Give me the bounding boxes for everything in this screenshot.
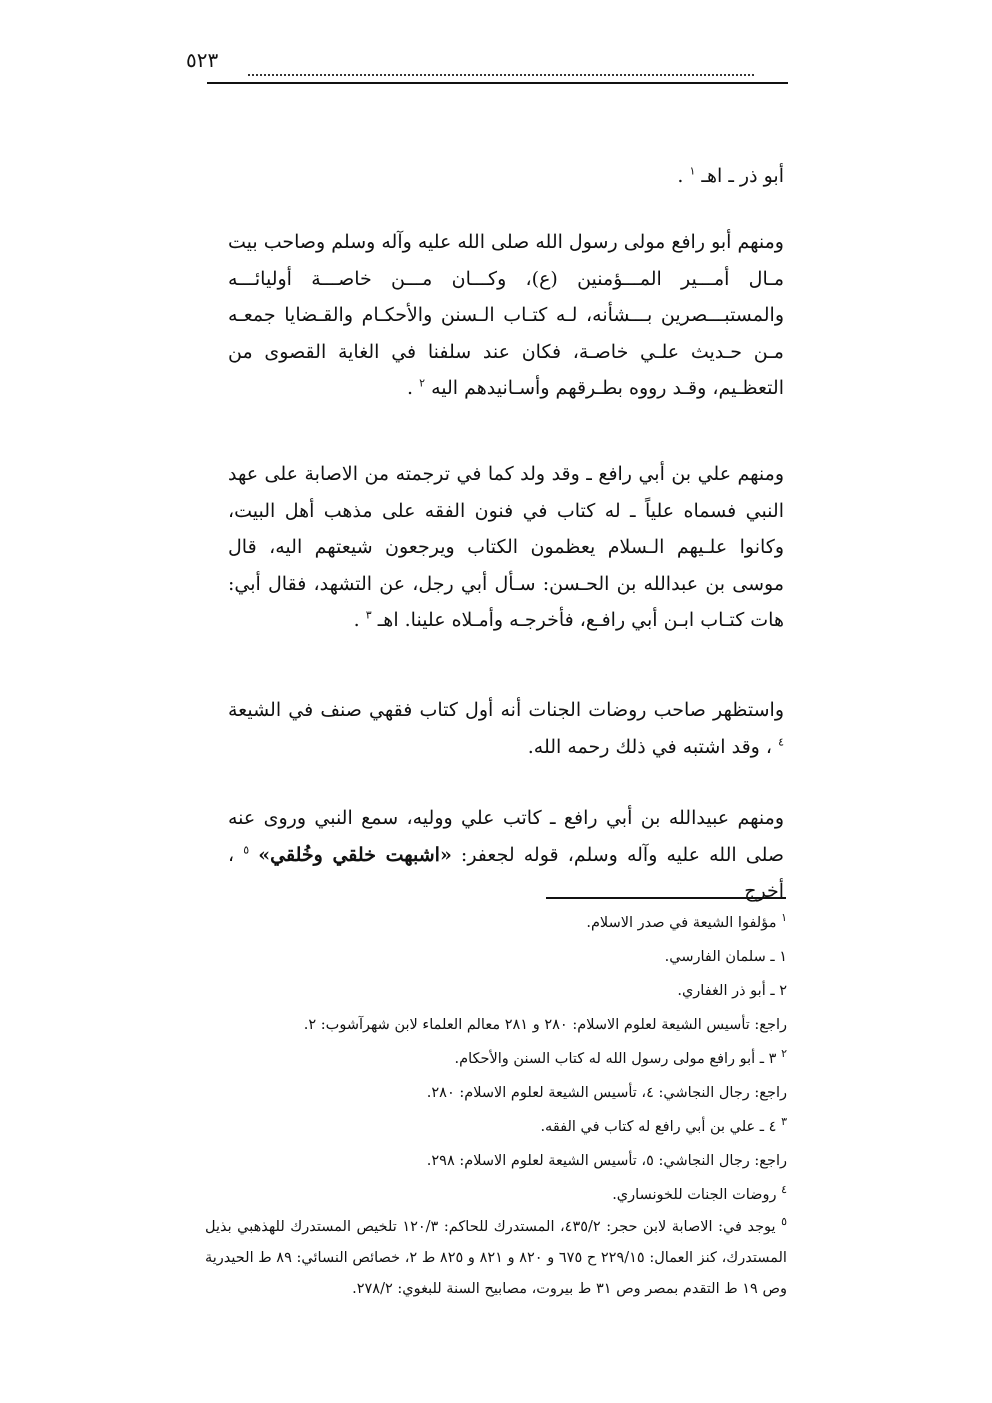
- footnote-item: [205, 1144, 787, 1178]
- footnote-separator: [546, 897, 786, 899]
- footnote-item: [205, 1076, 787, 1110]
- footnote-text: راجع: تأسيس الشيعة لعلوم الاسلام: ٢٨٠ و ٢٨١ معالم العلماء لابن شهرآشوب: ٢.: [303, 1017, 787, 1033]
- footnote-text: روضات الجنات للخونساري.: [612, 1187, 777, 1203]
- footnotes: [205, 906, 787, 1305]
- footnote-item: [205, 1212, 787, 1305]
- paragraph-end: .: [353, 609, 366, 631]
- footnote-text: ٢ ـ أبو ذر الغفاري.: [677, 983, 787, 999]
- footnote-marker: ١: [781, 911, 787, 925]
- footnote-item: [205, 906, 787, 940]
- footnote-item: [205, 1110, 787, 1144]
- footnote-item: [205, 974, 787, 1008]
- footnote-text: ٣ ـ أبو رافع مولى رسول الله له كتاب السنن والأحكام.: [454, 1051, 777, 1067]
- footnote-ref[interactable]: ٢: [419, 376, 426, 390]
- paragraph-end: ، أخرج: [228, 843, 784, 902]
- footnote-marker: ٢: [781, 1047, 787, 1061]
- footnote-text: يوجد في: الاصابة لابن حجر: ٤٣٥/٢، المستدرك للحاكم: ١٢٠/٣ تلخيص المستدرك للهذهبي بذيل المستدرك، كنز العمال: ٢٢٩/١٥ ح ٦٧٥ و ٨٢٠ و ٨٢١ و ٨٢٥ ط ٢، خصائص النسائي: ٨٩ ط الحيدرية وص ١٩ ط التقدم بمصر وص ٣١ ط بيروت، مصابيح السنة للبغوي: ٢٧٨/٢.: [205, 1219, 787, 1297]
- footnote-item: [205, 1042, 787, 1076]
- paragraph-text: واستظهر صاحب روضات الجنات أنه أول كتاب فقهي صنف في الشيعة: [228, 699, 784, 721]
- footnote-item: [205, 1178, 787, 1212]
- paragraph-text: ومنهم عبيدالله بن أبي رافع ـ كاتب علي ووليه، سمع النبي وروى عنه صلى الله عليه وآله وسلم، قوله لجعفر:: [228, 807, 785, 866]
- paragraph-text: ومنهم أبو رافع مولى رسول الله صلى الله عليه وآله وسلم وصاحب بيت مـال أمـــير المـــؤمنين (ع)، وكـــان مـــن خاصـــة أوليائـــه والمستبـــصرين بـــشأنه، لـه كتـاب الـسنن والأحكـام والقـضايا جمعـه مـن حـديث علـي خاصـة، فكان عند سلفنا في الغاية القصوى من التعظـيم، وقـد رووه بطـرقهم وأسـانيدهم اليه: [228, 231, 784, 399]
- paragraph-ali-bin-abi-rafi: [228, 456, 784, 639]
- footnote-marker: ٣: [781, 1115, 787, 1129]
- footnote-item: [205, 940, 787, 974]
- footnote-ref[interactable]: ٣: [365, 608, 372, 622]
- paragraph-end: .: [677, 165, 690, 187]
- footnote-ref[interactable]: ٥: [243, 843, 250, 857]
- footnote-item: [205, 1008, 787, 1042]
- paragraph-abu-rafi: [228, 224, 784, 407]
- paragraph-rawdat: [228, 692, 784, 765]
- footnote-text: راجع: رجال النجاشي: ٤، تأسيس الشيعة لعلوم الاسلام: ٢٨٠.: [426, 1085, 787, 1101]
- header-rule: [207, 82, 788, 84]
- paragraph-text: أبو ذر ـ اهـ: [701, 165, 784, 187]
- paragraph-continuation: [228, 158, 784, 195]
- paragraph-end: .: [407, 377, 420, 399]
- footnote-text: راجع: رجال النجاشي: ٥، تأسيس الشيعة لعلوم الاسلام: ٢٩٨.: [426, 1153, 787, 1169]
- page-number: ٥٢٣: [186, 48, 219, 72]
- footnote-marker: ٤: [781, 1183, 787, 1197]
- hadith-quote: «اشبهت خلقي وخُلقي»: [258, 843, 452, 866]
- paragraph-text: ومنهم علي بن أبي رافع ـ وقد ولد كما في ترجمته من الاصابة على عهد النبي فسماه علياً ـ له كتاب في فنون الفقه على مذهب أهل البيت، وكانوا علـيهم الـسلام يعظمون الكتاب ويرجعون شيعتهم اليه، قال موسى بن عبدالله بن الحـسن: سـأل أبي رجل، عن التشهد، فقال أبي: هات كتـاب ابـن أبي رافـع، فأخرجـه وأمـلاه علينا. اهـ: [228, 463, 784, 631]
- footnote-text: ٤ ـ علي بن أبي رافع له كتاب في الفقه.: [540, 1119, 777, 1135]
- footnote-text: مؤلفوا الشيعة في صدر الاسلام.: [586, 915, 777, 931]
- footnote-text: ١ ـ سلمان الفارسي.: [664, 949, 787, 965]
- footnote-marker: ٥: [781, 1215, 788, 1229]
- footnote-ref[interactable]: ١: [689, 164, 696, 178]
- header-dotted-leader: [248, 60, 754, 76]
- paragraph-end: ، وقد اشتبه في ذلك رحمه الله.: [527, 735, 779, 758]
- paragraph-ubaydullah: [228, 800, 784, 910]
- footnote-ref[interactable]: ٤: [778, 735, 784, 749]
